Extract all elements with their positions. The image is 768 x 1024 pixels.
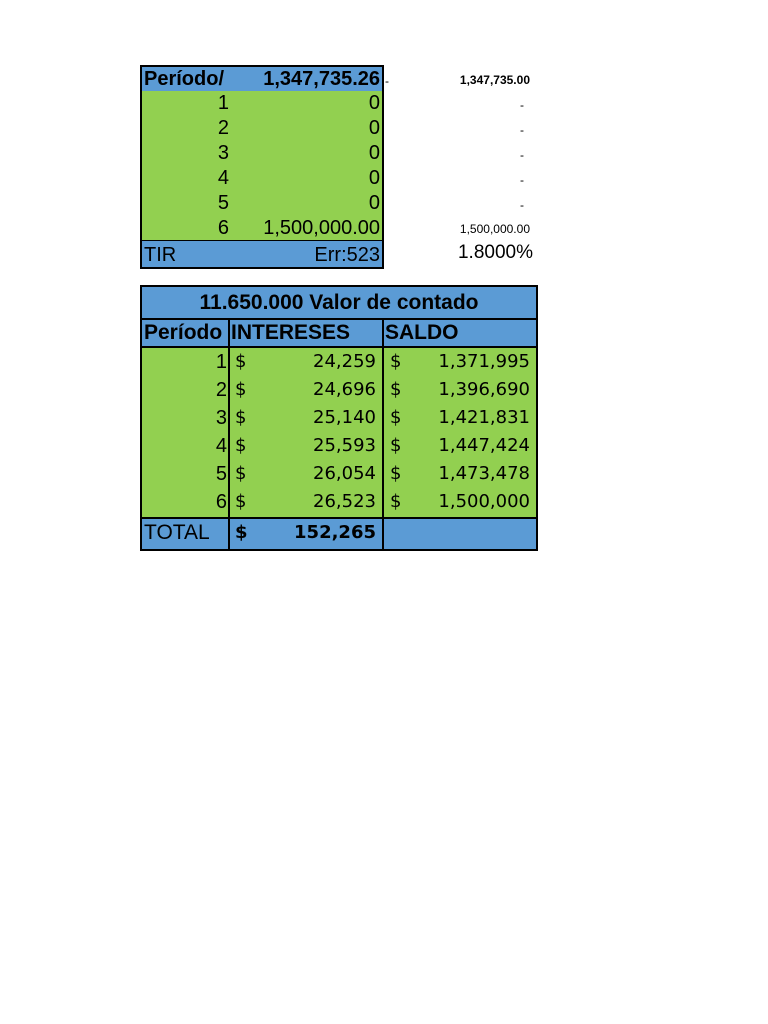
- table-row: [142, 91, 382, 116]
- total-value[interactable]: 152,265: [294, 522, 376, 543]
- interest-currency[interactable]: $: [235, 491, 247, 512]
- header-period[interactable]: Período: [144, 321, 223, 344]
- interest-value[interactable]: 26,523: [313, 491, 376, 512]
- interest-value[interactable]: 25,593: [313, 435, 376, 456]
- balance-currency[interactable]: $: [390, 435, 402, 456]
- table-row: [142, 166, 382, 191]
- irr-value-cell[interactable]: 1,500,000.00: [263, 217, 380, 239]
- interest-table-title[interactable]: 11.650.000 Valor de contado: [199, 291, 479, 314]
- irr-value-cell[interactable]: 0: [368, 92, 380, 114]
- header-balance[interactable]: SALDO: [385, 321, 459, 344]
- table-row: [142, 376, 536, 404]
- irr-period-cell[interactable]: 3: [217, 142, 229, 164]
- irr-table: [140, 65, 384, 269]
- interest-table: [140, 285, 538, 551]
- table-row: [142, 116, 382, 141]
- irr-period-cell[interactable]: 5: [217, 192, 229, 214]
- row-period[interactable]: 2: [215, 379, 227, 401]
- row-period[interactable]: 1: [215, 351, 227, 373]
- table-row: [142, 460, 536, 488]
- total-currency[interactable]: $: [235, 522, 248, 543]
- irr-period-cell[interactable]: 1: [217, 92, 229, 114]
- table-row: [142, 488, 536, 516]
- interest-value[interactable]: 24,259: [313, 351, 376, 372]
- side-head-dash[interactable]: -: [385, 74, 389, 88]
- table-row: [142, 432, 536, 460]
- balance-currency[interactable]: $: [390, 407, 402, 428]
- side-row-value[interactable]: -: [520, 98, 524, 112]
- irr-header-label[interactable]: Período/: [144, 68, 225, 90]
- total-label[interactable]: TOTAL: [144, 521, 210, 544]
- interest-currency[interactable]: $: [235, 351, 247, 372]
- header-interest[interactable]: INTERESES: [231, 321, 351, 344]
- irr-footer-value[interactable]: Err:523: [314, 244, 380, 266]
- interest-currency[interactable]: $: [235, 407, 247, 428]
- row-period[interactable]: 6: [215, 491, 227, 513]
- row-period[interactable]: 4: [215, 435, 227, 457]
- interest-currency[interactable]: $: [235, 379, 247, 400]
- balance-value[interactable]: 1,421,831: [438, 407, 530, 428]
- row-period[interactable]: 5: [215, 463, 227, 485]
- balance-value[interactable]: 1,473,478: [438, 463, 530, 484]
- interest-value[interactable]: 26,054: [313, 463, 376, 484]
- table-row: [142, 404, 536, 432]
- balance-currency[interactable]: $: [390, 491, 402, 512]
- irr-value-cell[interactable]: 0: [368, 142, 380, 164]
- balance-currency[interactable]: $: [390, 379, 402, 400]
- balance-value[interactable]: 1,371,995: [438, 351, 530, 372]
- row-divider: [142, 240, 382, 241]
- side-row-value[interactable]: -: [520, 148, 524, 162]
- interest-value[interactable]: 25,140: [313, 407, 376, 428]
- table-row: [142, 216, 382, 241]
- irr-table-footer: [142, 241, 382, 267]
- irr-footer-label[interactable]: TIR: [144, 244, 177, 266]
- irr-period-cell[interactable]: 6: [217, 217, 229, 239]
- balance-currency[interactable]: $: [390, 463, 402, 484]
- table-row: [142, 191, 382, 216]
- interest-value[interactable]: 24,696: [313, 379, 376, 400]
- balance-value[interactable]: 1,396,690: [438, 379, 530, 400]
- irr-period-cell[interactable]: 4: [217, 167, 229, 189]
- interest-currency[interactable]: $: [235, 463, 247, 484]
- balance-value[interactable]: 1,447,424: [438, 435, 530, 456]
- irr-period-cell[interactable]: 2: [217, 117, 229, 139]
- irr-value-cell[interactable]: 0: [368, 117, 380, 139]
- balance-value[interactable]: 1,500,000: [438, 491, 530, 512]
- side-row-value[interactable]: -: [520, 198, 524, 212]
- irr-table-header: [142, 67, 382, 91]
- irr-header-value[interactable]: 1,347,735.26: [263, 68, 380, 90]
- balance-currency[interactable]: $: [390, 351, 402, 372]
- row-period[interactable]: 3: [215, 407, 227, 429]
- side-row-value[interactable]: -: [520, 173, 524, 187]
- interest-currency[interactable]: $: [235, 435, 247, 456]
- side-row-value[interactable]: -: [520, 123, 524, 137]
- irr-value-cell[interactable]: 0: [368, 167, 380, 189]
- table-row: [142, 348, 536, 376]
- irr-value-cell[interactable]: 0: [368, 192, 380, 214]
- side-rate-value[interactable]: 1.8000%: [457, 242, 533, 263]
- irr-table-body: [142, 91, 382, 241]
- side-head-value[interactable]: 1,347,735.00: [459, 73, 530, 87]
- side-row-value[interactable]: 1,500,000.00: [459, 222, 530, 236]
- table-row: [142, 141, 382, 166]
